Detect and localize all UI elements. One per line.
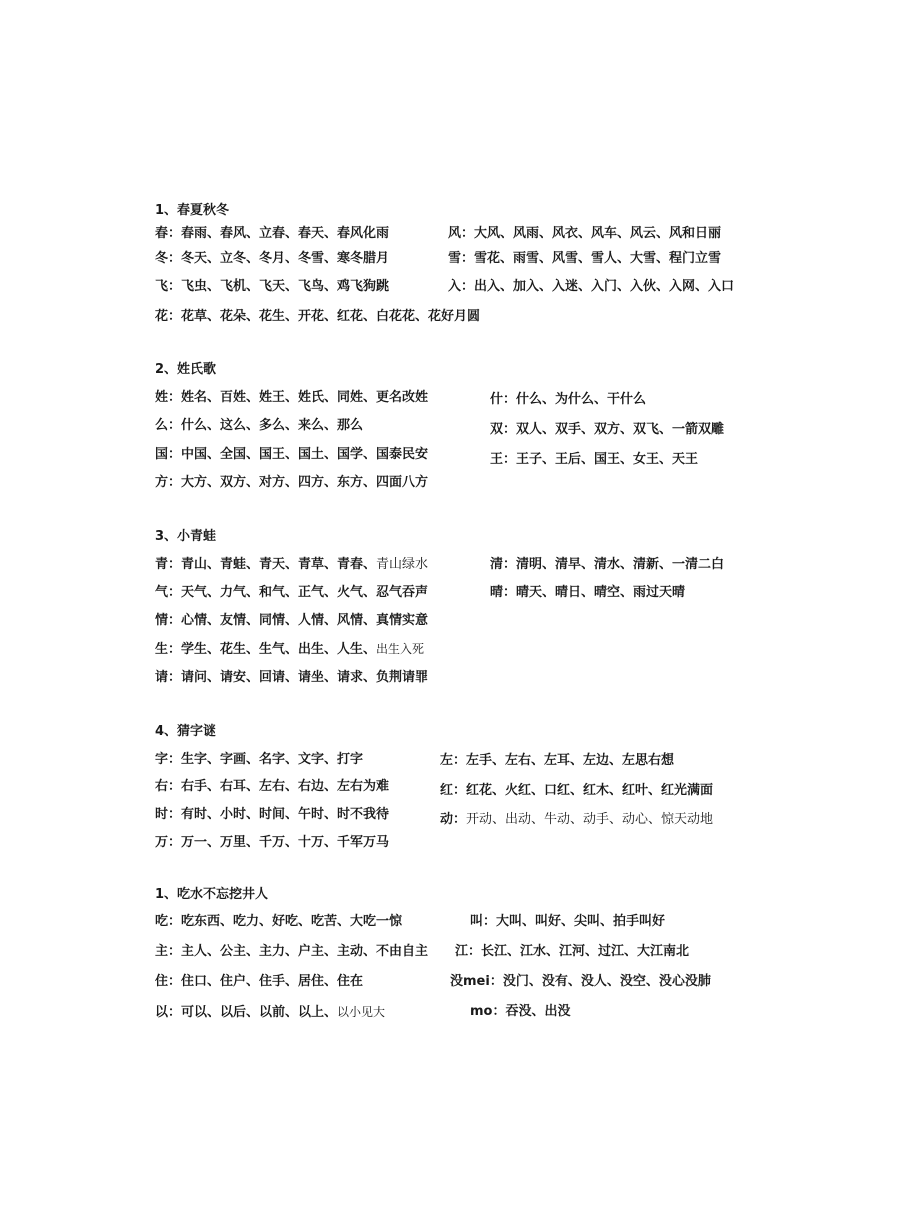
entry-shuang: 双：双人、双手、双方、双飞、一箭双雕: [490, 422, 725, 437]
entry-zuo: 左：左手、左右、左耳、左边、左思右想: [440, 753, 675, 768]
entry-shen: 什：什么、为什么、干什么: [490, 392, 647, 407]
entry-chi: 吃：吃东西、吃力、好吃、吃苦、大吃一惊: [155, 914, 403, 929]
entry-qing-feeling: 情：心情、友情、同情、人情、风情、真情实意: [155, 613, 429, 628]
section-title: 2、姓氏歌: [155, 362, 217, 377]
entry-mei: 没mei：没门、没有、没人、没空、没心没肺: [450, 974, 711, 989]
entry-jiang: 江：长江、江水、江河、过江、大江南北: [455, 944, 690, 959]
entry-dong-move: 动：开动、出动、牛动、动手、动心、惊天动地: [440, 812, 714, 827]
entry-hong: 红：红花、火红、口红、红木、红叶、红光满面: [440, 783, 714, 798]
entry-xue: 雪：雪花、雨雪、风雪、雪人、大雪、程门立雪: [448, 251, 722, 266]
entry-zhu-live: 住：住口、住户、住手、居住、住在: [155, 974, 364, 989]
entry-me: 么：什么、这么、多么、来么、那么: [155, 418, 364, 433]
entry-xing: 姓：姓名、百姓、姓王、姓氏、同姓、更名改姓: [155, 390, 429, 405]
entry-jiao: 叫：大叫、叫好、尖叫、拍手叫好: [470, 914, 666, 929]
section-title: 3、小青蛙: [155, 529, 217, 544]
entry-zi: 字：生字、字画、名字、文字、打字: [155, 752, 364, 767]
entry-feng: 风：大风、风雨、风衣、风车、风云、风和日丽: [448, 226, 722, 241]
entry-qing-green: 青：青山、青蛙、青天、青草、青春、青山绿水: [155, 557, 429, 572]
entry-yi: 以：可以、以后、以前、以上、以小见大: [155, 1005, 386, 1020]
entry-mo: mo：吞没、出没: [470, 1004, 571, 1019]
entry-zhu-master: 主：主人、公主、主力、户主、主动、不由自主: [155, 944, 429, 959]
entry-guo: 国：中国、全国、国王、国土、国学、国泰民安: [155, 447, 429, 462]
section-title: 1、春夏秋冬: [155, 203, 230, 218]
entry-wang: 王：王子、王后、国王、女王、天王: [490, 452, 699, 467]
entry-qing-sunny: 晴：晴天、晴日、晴空、雨过天晴: [490, 585, 686, 600]
entry-qi: 气：天气、力气、和气、正气、火气、忍气吞声: [155, 585, 429, 600]
entry-wan: 万：万一、万里、千万、十万、千军万马: [155, 835, 390, 850]
entry-qing-please: 请：请问、请安、回请、请坐、请求、负荆请罪: [155, 670, 429, 685]
entry-fei: 飞：飞虫、飞机、飞天、飞鸟、鸡飞狗跳: [155, 279, 390, 294]
entry-dong: 冬：冬天、立冬、冬月、冬雪、寒冬腊月: [155, 251, 390, 266]
entry-you: 右：右手、右耳、左右、右边、左右为难: [155, 779, 390, 794]
entry-chun: 春：春雨、春风、立春、春天、春风化雨: [155, 226, 390, 241]
entry-shi: 时：有时、小时、时间、午时、时不我待: [155, 807, 390, 822]
entry-qing-clear: 清：清明、清早、清水、清新、一清二白: [490, 557, 725, 572]
section-title: 1、吃水不忘挖井人: [155, 887, 269, 902]
entry-hua: 花：花草、花朵、花生、开花、红花、白花花、花好月圆: [155, 309, 481, 324]
section-title: 4、猜字谜: [155, 724, 217, 739]
entry-ru: 入：出入、加入、入迷、入门、入伙、入网、入口: [448, 279, 735, 294]
entry-fang: 方：大方、双方、对方、四方、东方、四面八方: [155, 475, 429, 490]
entry-sheng: 生：学生、花生、生气、出生、人生、出生入死: [155, 642, 425, 657]
